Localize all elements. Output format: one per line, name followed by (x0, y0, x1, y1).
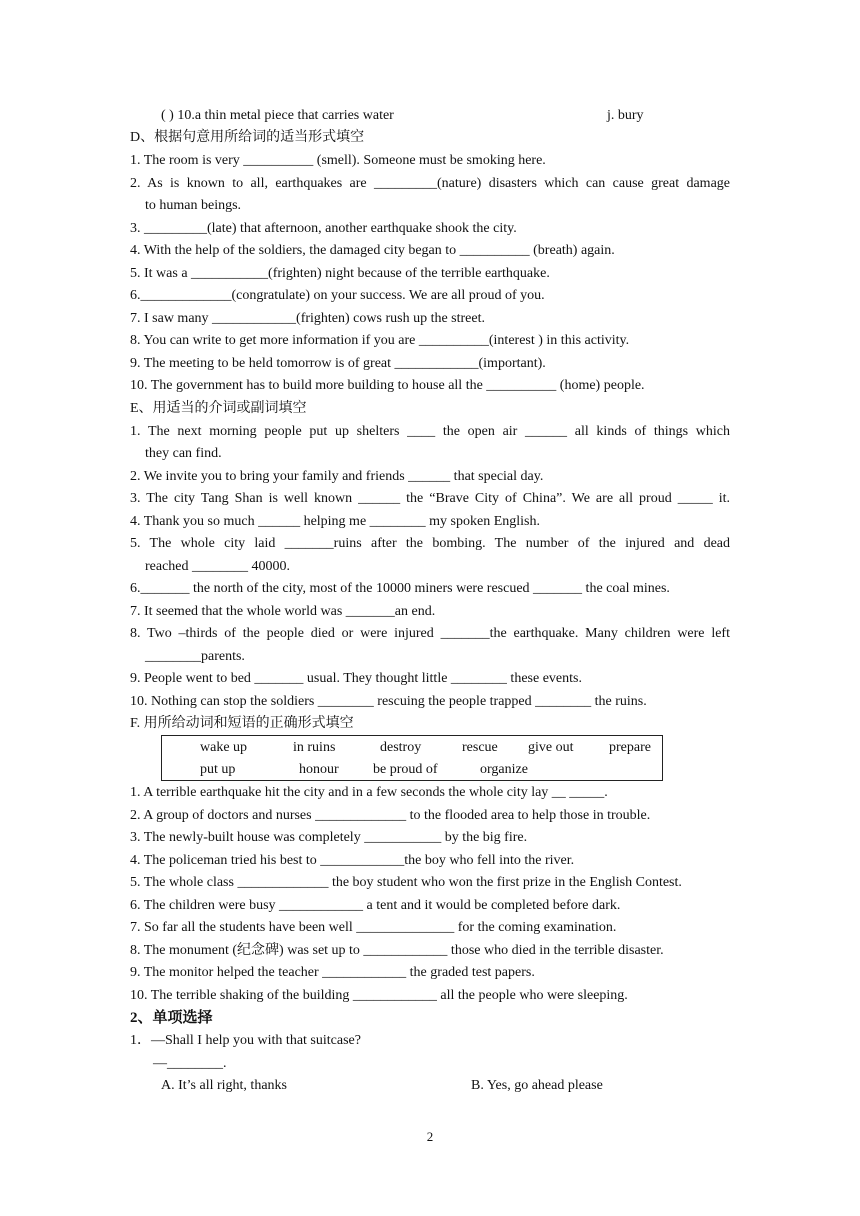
word-bank-item: destroy (380, 740, 422, 755)
e-item-9: 9. People went to bed _______ usual. They thought little ________ these events. (130, 671, 582, 686)
e-item-6: 6._______ the north of the city, most of the 10000 miners were rescued _______ the coal mines. (130, 581, 670, 596)
d-item-3: 3. _________(late) that afternoon, another earthquake shook the city. (130, 221, 517, 236)
mc-question-1-blank: —________. (153, 1056, 227, 1071)
mc-question-1: 1．—Shall I help you with that suitcase? (130, 1033, 361, 1048)
d-item-4: 4. With the help of the soldiers, the damaged city began to __________ (breath) again. (130, 243, 615, 258)
f-item-2: 2. A group of doctors and nurses _____________ to the flooded area to help those in trouble. (130, 808, 651, 823)
f-item-1: 1. A terrible earthquake hit the city and in a few seconds the whole city lay __ _____. (130, 785, 608, 800)
d-item-10: 10. The government has to build more building to house all the __________ (home) people. (130, 378, 645, 393)
f-item-5: 5. The whole class _____________ the boy student who won the first prize in the English Contest. (130, 875, 682, 890)
f-item-4: 4. The policeman tried his best to ____________the boy who fell into the river. (130, 853, 575, 868)
word-bank-item: organize (480, 762, 528, 777)
section-d-heading: D、根据句意用所给词的适当形式填空 (130, 130, 365, 145)
word-bank-item: put up (200, 762, 236, 777)
option-j: j. bury (607, 108, 644, 123)
word-bank-item: be proud of (373, 762, 438, 777)
e-item-4: 4. Thank you so much ______ helping me ________ my spoken English. (130, 514, 540, 529)
section-2-heading: 2、单项选择 (130, 1010, 213, 1026)
d-item-7: 7. I saw many ____________(frighten) cows rush up the street. (130, 311, 485, 326)
d-item-5: 5. It was a ___________(frighten) night because of the terrible earthquake. (130, 266, 550, 281)
e-item-2: 2. We invite you to bring your family and friends ______ that special day. (130, 469, 544, 484)
page-number: 2 (426, 1129, 434, 1144)
mc-option-b: B. Yes, go ahead please (471, 1078, 603, 1093)
word-bank-item: give out (528, 740, 574, 755)
d-item-9: 9. The meeting to be held tomorrow is of great ____________(important). (130, 356, 546, 371)
f-item-9: 9. The monitor helped the teacher ____________ the graded test papers. (130, 965, 535, 980)
word-bank-box (161, 735, 663, 781)
e-item-1: 1. The next morning people put up shelters ____ the open air ______ all kinds of things which (130, 424, 730, 439)
f-item-10: 10. The terrible shaking of the building ____________ all the people who were sleeping. (130, 988, 628, 1003)
e-item-10: 10. Nothing can stop the soldiers ________ rescuing the people trapped ________ the ruins. (130, 694, 647, 709)
d-item-1: 1. The room is very __________ (smell). Someone must be smoking here. (130, 153, 546, 168)
e-item-7: 7. It seemed that the whole world was _______an end. (130, 604, 436, 619)
f-item-7: 7. So far all the students have been well ______________ for the coming examination. (130, 920, 617, 935)
section-f-heading: F. 用所给动词和短语的正确形式填空 (130, 716, 354, 731)
d-item-8: 8. You can write to get more information if you are __________(interest ) in this activity. (130, 333, 630, 348)
question-10: ( ) 10.a thin metal piece that carries water (161, 108, 394, 123)
word-bank-item: wake up (200, 740, 248, 755)
e-item-8-cont: ________parents. (145, 649, 245, 664)
word-bank-item: prepare (609, 740, 651, 755)
f-item-6: 6. The children were busy ____________ a tent and it would be completed before dark. (130, 898, 621, 913)
e-item-5-cont: reached ________ 40000. (145, 559, 291, 574)
f-item-3: 3. The newly-built house was completely ___________ by the big fire. (130, 830, 528, 845)
word-bank-item: honour (299, 762, 339, 777)
d-item-2-cont: to human beings. (145, 198, 242, 213)
word-bank-item: rescue (462, 740, 498, 755)
e-item-1-cont: they can find. (145, 446, 222, 461)
e-item-3: 3. The city Tang Shan is well known ______ the “Brave City of China”. We are all proud _____ it. (130, 491, 730, 506)
d-item-6: 6._____________(congratulate) on your success. We are all proud of you. (130, 288, 545, 303)
f-item-8: 8. The monument (纪念碑) was set up to ____________ those who died in the terrible disaster. (130, 943, 664, 958)
e-item-5: 5. The whole city laid _______ruins after the bombing. The number of the injured and dead (130, 536, 730, 551)
mc-option-a: A. It’s all right, thanks (161, 1078, 287, 1093)
word-bank-item: in ruins (293, 740, 336, 755)
d-item-2: 2. As is known to all, earthquakes are _________(nature) disasters which can cause great damage (130, 176, 730, 191)
e-item-8: 8. Two –thirds of the people died or were injured _______the earthquake. Many children were left (130, 626, 730, 641)
section-e-heading: E、用适当的介词或副词填空 (130, 401, 307, 416)
